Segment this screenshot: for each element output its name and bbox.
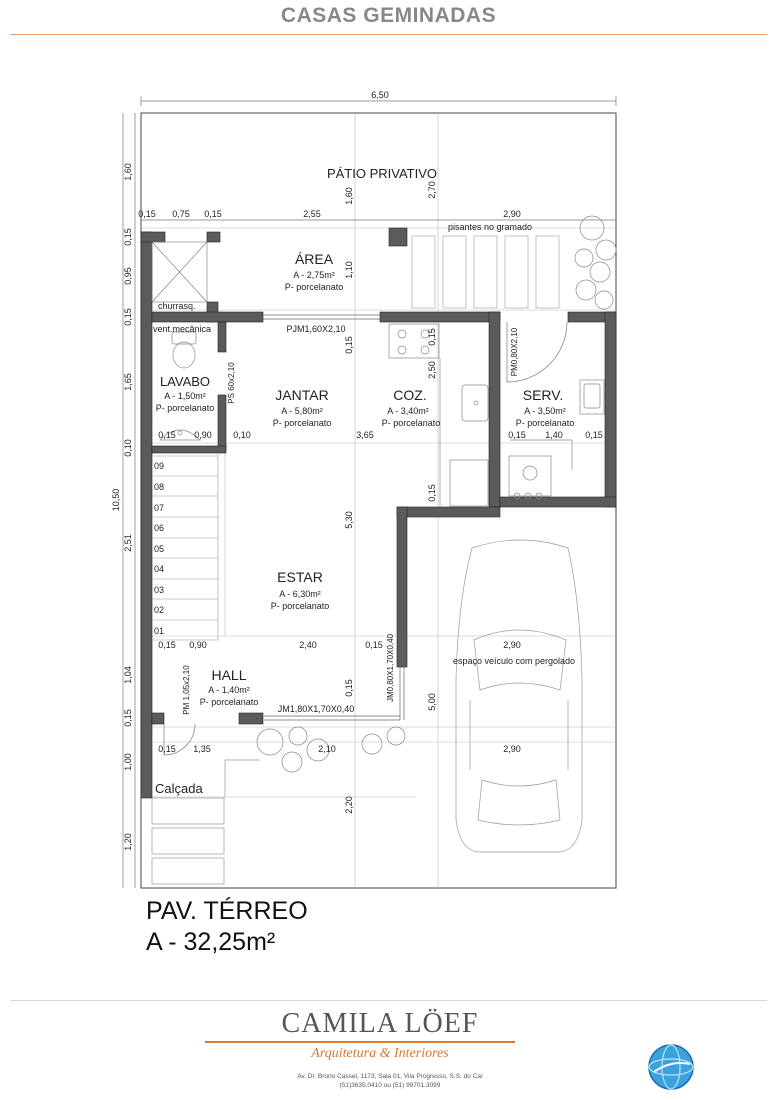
dim-label: 0,10 xyxy=(123,439,133,457)
dim-label: 1,20 xyxy=(123,833,133,851)
walls xyxy=(141,228,616,798)
dim-label: 0,15 xyxy=(123,709,133,727)
stair-number: 02 xyxy=(154,605,165,615)
floor-title: PAV. TÉRREO xyxy=(146,897,308,925)
dim-label: 2,40 xyxy=(299,640,317,650)
room-name-hall: HALL xyxy=(211,667,247,683)
dim-label: 5,30 xyxy=(344,511,354,529)
brand-phone-line: (51)3635.0410 ou (51) 99701.3099 xyxy=(339,1082,441,1089)
windows xyxy=(263,315,404,720)
dim-label: 0,90 xyxy=(189,640,207,650)
label-pm-hall: PM 1,05x2,10 xyxy=(182,665,191,715)
room-size-jantar: A - 5,80m² xyxy=(281,406,323,416)
brand-address-line: Av. Dr. Bruno Cassel, 1173, Sala 01, Vila Progresso, S.S. do Caí xyxy=(297,1073,483,1080)
dim-label: 0,15 xyxy=(158,640,176,650)
label-jm-hall: JM1,80X1,70X0,40 xyxy=(277,704,355,714)
brand-address xyxy=(220,1072,560,1090)
dim-label: 0,15 xyxy=(158,744,176,754)
label-churrasq: churrasq. xyxy=(158,301,196,311)
car-outline xyxy=(456,540,582,852)
dim-label: 2,90 xyxy=(503,744,521,754)
stair-number: 08 xyxy=(154,482,165,492)
room-name-lavabo: LAVABO xyxy=(159,374,211,389)
room-floor-coz: P- porcelanato xyxy=(381,418,441,428)
dim-label: 0,15 xyxy=(123,228,133,246)
stair-number: 09 xyxy=(154,461,165,471)
dimension-lines xyxy=(123,96,616,888)
brand-subtitle: Arquitetura & Interiores xyxy=(311,1046,449,1061)
dim-label: 2,51 xyxy=(123,534,133,552)
dim-label: 0,90 xyxy=(194,430,212,440)
room-floor-area: P- porcelanato xyxy=(284,282,344,292)
room-floor-lavabo: P- porcelanato xyxy=(155,403,215,413)
stair-number: 04 xyxy=(154,564,165,574)
dim-label: 1,04 xyxy=(123,666,133,684)
room-floor-hall: P- porcelanato xyxy=(199,697,259,707)
dim-label: 0,15 xyxy=(508,430,526,440)
dim-top-total: 6,50 xyxy=(371,90,389,100)
dim-label: 0,75 xyxy=(172,209,190,219)
dim-label: 1,65 xyxy=(123,373,133,391)
dim-label: 0,15 xyxy=(138,209,156,219)
brand-name: CAMILA LÖEF xyxy=(281,1008,479,1039)
dim-label: 1,00 xyxy=(123,753,133,771)
dim-label: 0,15 xyxy=(344,336,354,354)
footer-divider xyxy=(10,1000,767,1001)
floor-area: A - 32,25m² xyxy=(146,928,276,956)
room-size-area: A - 2,75m² xyxy=(293,270,335,280)
dim-label: 5,00 xyxy=(427,693,437,711)
label-vent: vent.mecânica xyxy=(153,324,212,334)
brand-underline xyxy=(205,1041,515,1043)
dim-label: 0,10 xyxy=(233,430,251,440)
label-pjm: PJM1,60X2,10 xyxy=(286,324,346,334)
dim-label: 1,40 xyxy=(545,430,563,440)
label-pm-serv: PM0,80X2,10 xyxy=(510,327,519,377)
sidewalk-steps xyxy=(152,760,260,884)
stair-number: 05 xyxy=(154,544,165,554)
dim-label: 2,10 xyxy=(318,744,336,754)
dim-label: 2,20 xyxy=(344,796,354,814)
room-name-calcada: Calçada xyxy=(155,781,203,796)
dim-label: 2,55 xyxy=(303,209,321,219)
dim-label: 2,90 xyxy=(503,209,521,219)
stair-number: 07 xyxy=(154,503,165,513)
room-name-area: ÁREA xyxy=(294,251,334,267)
dim-label: 0,15 xyxy=(344,679,354,697)
dim-label: 2,50 xyxy=(427,361,437,379)
stair-number: 03 xyxy=(154,585,165,595)
room-name-estar: ESTAR xyxy=(277,569,323,585)
label-veiculo: espaço veículo com pergolado xyxy=(452,656,576,666)
dim-label: 1,10 xyxy=(344,261,354,279)
dim-label: 0,15 xyxy=(123,308,133,326)
label-jm-estar: JM0,80X1,70X0,40 xyxy=(386,633,395,703)
room-size-serv: A - 3,50m² xyxy=(524,406,566,416)
label-pisantes: pisantes no gramado xyxy=(447,222,533,232)
room-size-hall: A - 1,40m² xyxy=(208,685,250,695)
dim-label: 1,60 xyxy=(344,187,354,205)
dim-label: 0,95 xyxy=(123,267,133,285)
dim-left-total: 10,50 xyxy=(111,488,121,512)
room-name-jantar: JANTAR xyxy=(275,387,329,403)
room-floor-jantar: P- porcelanato xyxy=(272,418,332,428)
dim-label: 0,15 xyxy=(427,328,437,346)
stair-number: 06 xyxy=(154,523,165,533)
dim-label: 2,90 xyxy=(503,640,521,650)
page-title: CASAS GEMINADAS xyxy=(280,4,497,27)
room-size-estar: A - 6,30m² xyxy=(279,589,321,599)
room-floor-estar: P- porcelanato xyxy=(270,601,330,611)
room-size-coz: A - 3,40m² xyxy=(387,406,429,416)
dim-label: 3,65 xyxy=(356,430,374,440)
stair-number: 01 xyxy=(154,626,165,636)
dim-label: 0,15 xyxy=(585,430,603,440)
room-name-patio: PÁTIO PRIVATIVO xyxy=(326,166,438,181)
dim-label: 0,15 xyxy=(158,430,176,440)
room-floor-serv: P- porcelanato xyxy=(515,418,575,428)
bbq-area xyxy=(152,242,207,302)
dim-label: 0,15 xyxy=(427,484,437,502)
stepping-stones xyxy=(412,236,559,308)
dim-label: 1,60 xyxy=(123,163,133,181)
room-name-serv: SERV. xyxy=(522,387,564,403)
dim-label: 0,15 xyxy=(365,640,383,650)
dim-label: 0,15 xyxy=(204,209,222,219)
room-size-lavabo: A - 1,50m² xyxy=(164,391,206,401)
label-ps: PS 60x2,10 xyxy=(227,362,236,404)
room-name-coz: COZ. xyxy=(393,387,427,403)
dim-label: 2,70 xyxy=(427,181,437,199)
dim-label: 1,35 xyxy=(193,744,211,754)
globe-logo-icon xyxy=(646,1042,696,1092)
